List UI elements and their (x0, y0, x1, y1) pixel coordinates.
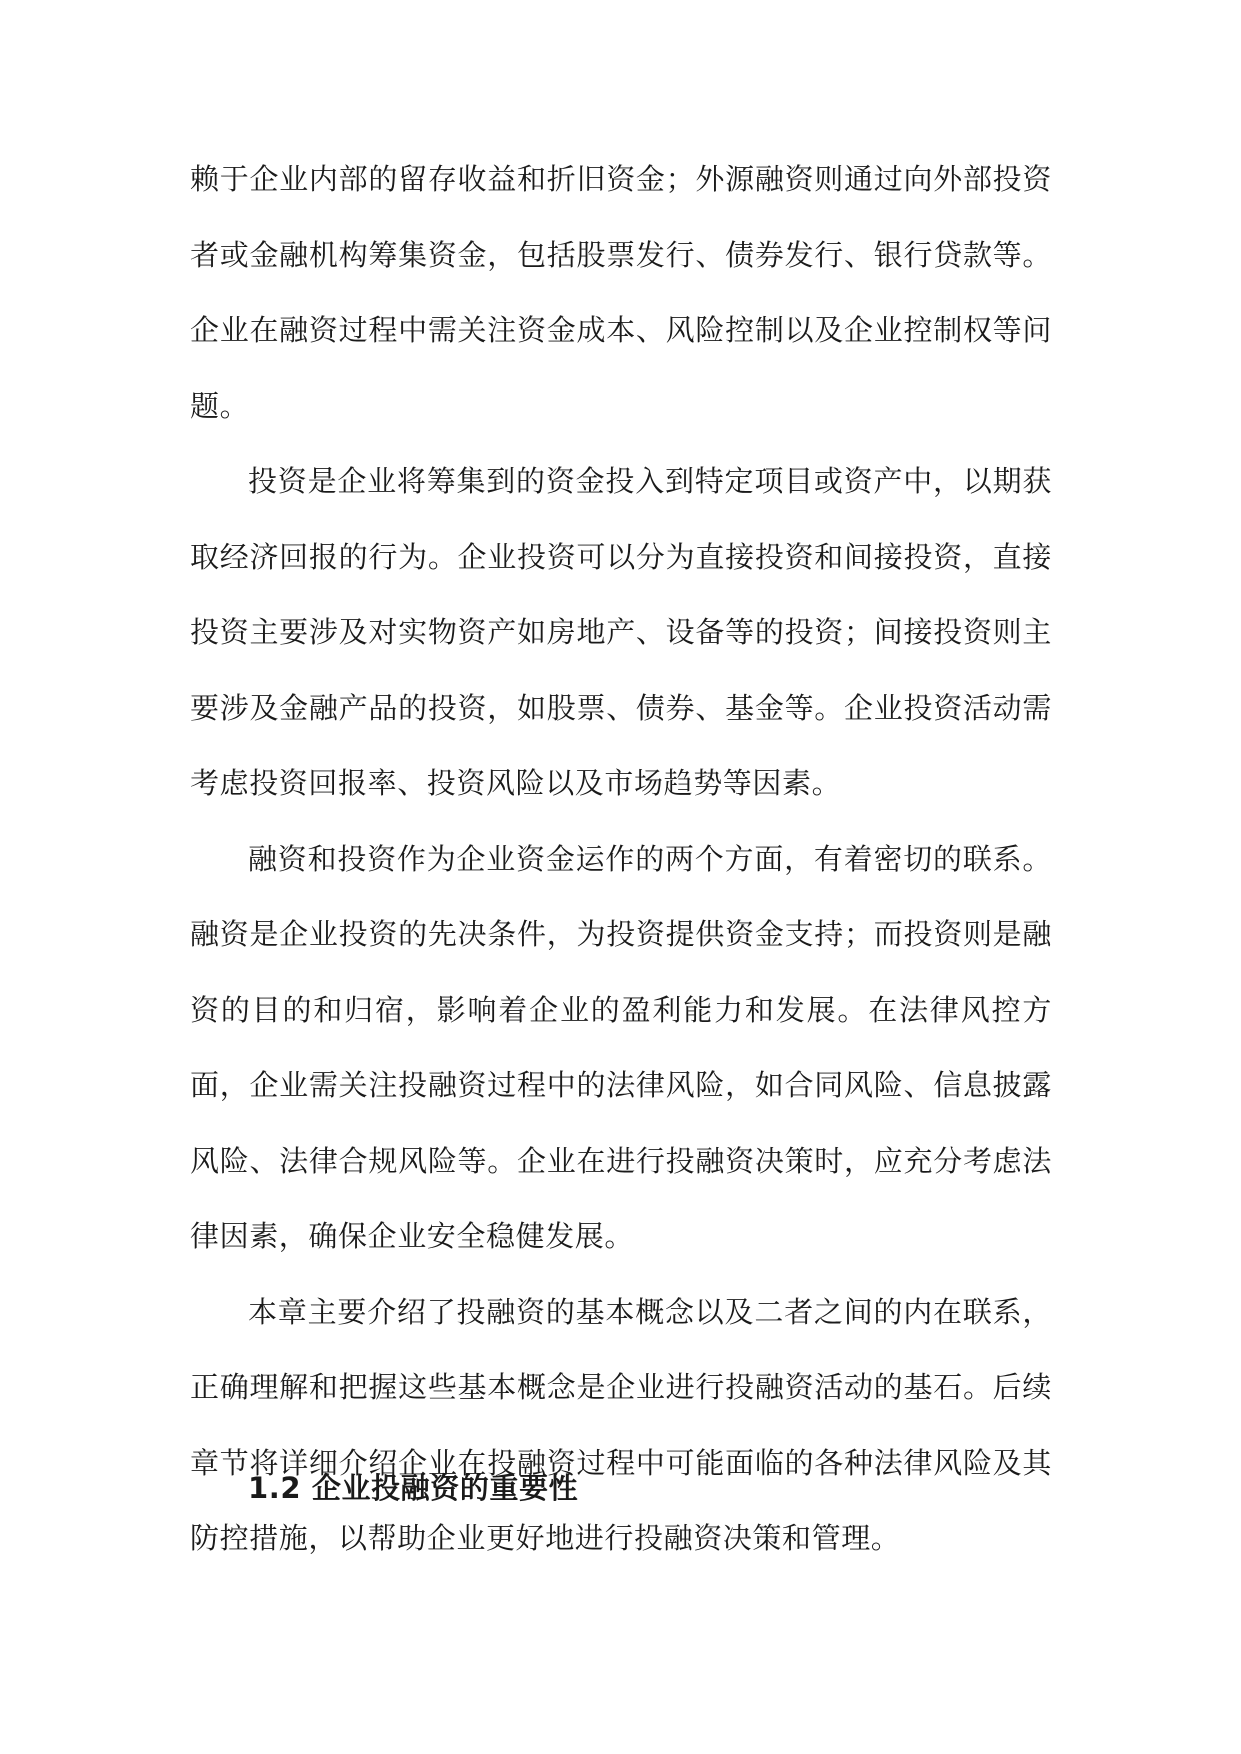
paragraph-financing-continued: 赖于企业内部的留存收益和折旧资金；外源融资则通过向外部投资者或金融机构筹集资金，包括股票发行、债券发行、银行贷款等。企业在融资过程中需关注资金成本、风险控制以及企业控制权等问题。 (190, 162, 1052, 423)
paragraph-investment: 投资是企业将筹集到的资金投入到特定项目或资产中，以期获取经济回报的行为。企业投资可以分为直接投资和间接投资，直接投资主要涉及对实物资产如房地产、设备等的投资；间接投资则主要涉及金融产品的投资，如股票、债券、基金等。企业投资活动需考虑投资回报率、投资风险以及市场趋势等因素。 (190, 464, 1052, 800)
section-heading: 1.2 企业投融资的重要性 (248, 1471, 579, 1505)
body-text (190, 142, 1052, 1577)
paragraph-chapter-summary: 本章主要介绍了投融资的基本概念以及二者之间的内在联系，正确理解和把握这些基本概念是企业进行投融资活动的基石。后续章节将详细介绍企业在投融资过程中可能面临的各种法律风险及其防控措施，以帮助企业更好地进行投融资决策和管理。 (190, 1294, 1052, 1555)
paragraph-relationship: 融资和投资作为企业资金运作的两个方面，有着密切的联系。融资是企业投资的先决条件，为投资提供资金支持；而投资则是融资的目的和归宿，影响着企业的盈利能力和发展。在法律风控方面，企业需关注投融资过程中的法律风险，如合同风险、信息披露风险、法律合规风险等。企业在进行投融资决策时，应充分考虑法律因素，确保企业安全稳健发展。 (190, 841, 1052, 1253)
